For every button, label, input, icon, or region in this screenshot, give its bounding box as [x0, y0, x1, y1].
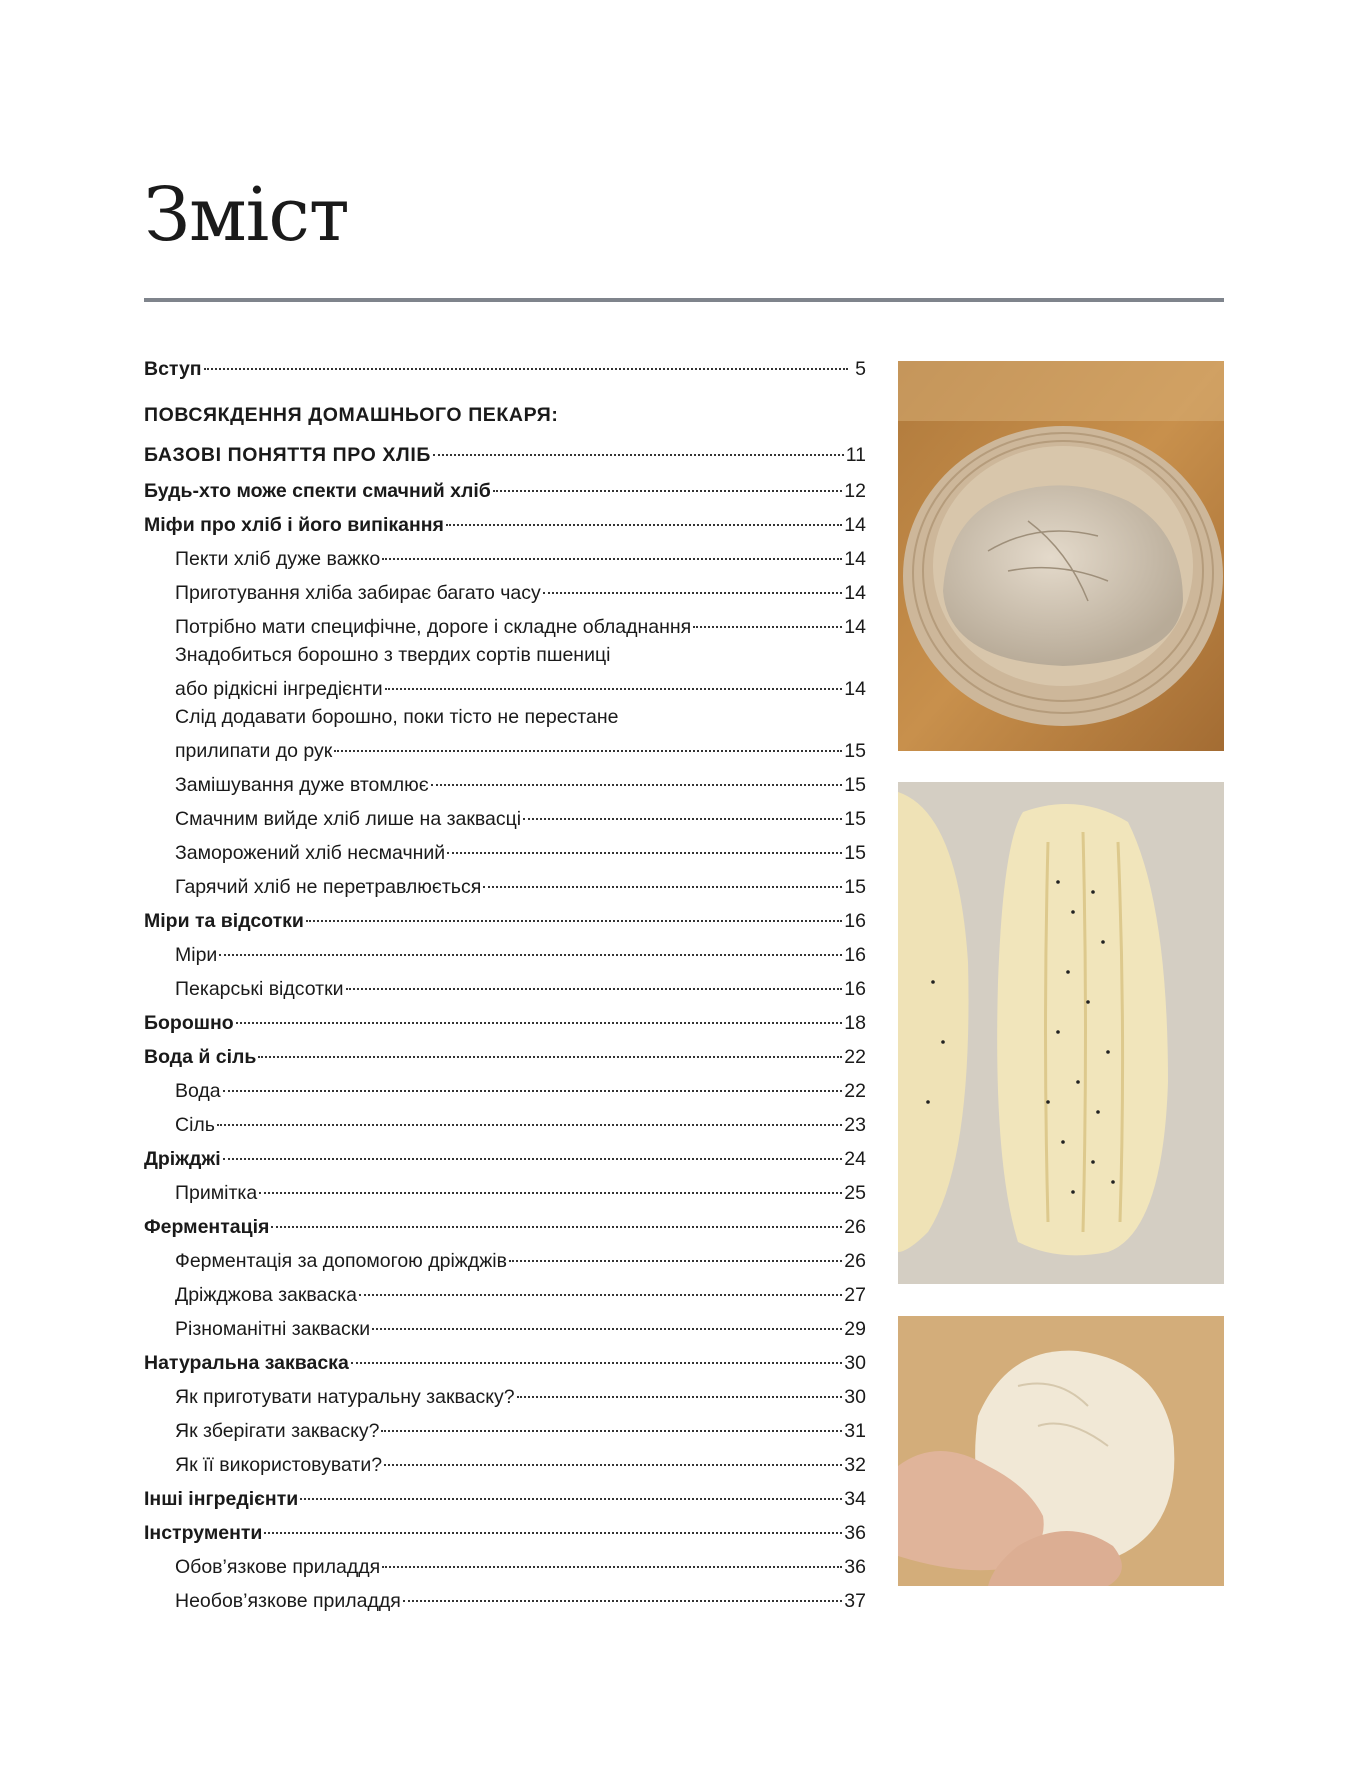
- dot-leader: [264, 1516, 842, 1539]
- toc-entry[interactable]: [144, 508, 866, 538]
- toc-entry-title: Заморожений хліб несмачний: [175, 842, 446, 865]
- toc-entry-title: БАЗОВІ ПОНЯТТЯ ПРО ХЛІБ: [144, 444, 431, 467]
- dot-leader: [223, 1142, 843, 1165]
- toc-entry[interactable]: [144, 836, 866, 866]
- toc-entry-page-number: 30: [844, 1352, 866, 1375]
- toc-entry[interactable]: [144, 1278, 866, 1308]
- toc-entry-page-number: 22: [844, 1046, 866, 1069]
- toc-entry-title: Приготування хліба забирає багато часу: [175, 582, 541, 605]
- dough-in-basket-photo: [898, 361, 1224, 751]
- toc-entry-page-number: 15: [844, 808, 866, 831]
- dot-leader: [300, 1482, 842, 1505]
- toc-entry[interactable]: [144, 1380, 866, 1410]
- toc-entry-title: Борошно: [144, 1012, 234, 1035]
- toc-entry-title: Натуральна закваска: [144, 1352, 349, 1375]
- toc-entry-title: або рідкісні інгредієнти: [175, 678, 383, 701]
- toc-entry[interactable]: [144, 438, 866, 468]
- toc-entry[interactable]: [144, 474, 866, 504]
- toc-entry[interactable]: [144, 802, 866, 832]
- toc-entry[interactable]: [144, 1210, 866, 1240]
- toc-entry-title: Вода й сіль: [144, 1046, 257, 1069]
- toc-entry[interactable]: [144, 576, 866, 606]
- toc-entry-title: Різноманітні закваски: [175, 1318, 371, 1341]
- toc-entry-page-number: 27: [844, 1284, 866, 1307]
- dot-leader: [217, 1108, 842, 1131]
- dot-leader: [346, 972, 843, 995]
- toc-entry-title: Інструменти: [144, 1522, 263, 1545]
- toc-entry[interactable]: [144, 1414, 866, 1444]
- toc-entry-title: Гарячий хліб не перетравлюється: [175, 876, 482, 899]
- dot-leader: [483, 870, 842, 893]
- toc-entry[interactable]: [144, 352, 866, 382]
- toc-entry[interactable]: [144, 644, 866, 674]
- toc-entry-page-number: 16: [844, 944, 866, 967]
- toc-entry-page-number: 14: [844, 678, 866, 701]
- dot-leader: [446, 508, 842, 531]
- toc-entry-page-number: 26: [844, 1250, 866, 1273]
- dot-leader: [517, 1380, 843, 1403]
- dot-leader: [219, 938, 842, 961]
- toc-entry[interactable]: [144, 610, 866, 640]
- toc-entry-title: Міри та відсотки: [144, 910, 304, 933]
- toc-entry-title: Міри: [175, 944, 218, 967]
- toc-entry-page-number: 22: [844, 1080, 866, 1103]
- dot-leader: [493, 474, 842, 497]
- dot-leader: [385, 672, 843, 695]
- toc-entry-page-number: 14: [844, 548, 866, 571]
- toc-entry[interactable]: [144, 706, 866, 736]
- toc-entry[interactable]: [144, 972, 866, 1002]
- toc-entry-title: Інші інгредієнти: [144, 1488, 299, 1511]
- toc-entry[interactable]: [144, 938, 866, 968]
- toc-entry-page-number: 36: [844, 1522, 866, 1545]
- toc-entry-title: Сіль: [175, 1114, 215, 1137]
- toc-entry-page-number: 15: [844, 876, 866, 899]
- toc-entry[interactable]: [144, 1040, 866, 1070]
- toc-entry-title: Як приготувати натуральну закваску?: [175, 1386, 515, 1409]
- toc-entry-title: Як її використовувати?: [175, 1454, 383, 1477]
- dot-leader: [384, 1448, 842, 1471]
- toc-entry[interactable]: [144, 1074, 866, 1104]
- toc-entry[interactable]: [144, 1584, 866, 1614]
- dot-leader: [258, 1040, 842, 1063]
- toc-entry-title: Вступ: [144, 358, 202, 381]
- toc-entry-title: Пекарські відсотки: [175, 978, 344, 1001]
- flatbread-dough-photo: [898, 782, 1224, 1284]
- dot-leader: [223, 1074, 843, 1097]
- toc-entry-title: Вода: [175, 1080, 221, 1103]
- toc-entry-page-number: 32: [844, 1454, 866, 1477]
- toc-entry-page-number: 23: [844, 1114, 866, 1137]
- toc-entry-page-number: 25: [844, 1182, 866, 1205]
- toc-entry-page-number: 16: [844, 978, 866, 1001]
- dot-leader: [447, 836, 842, 859]
- toc-entry-page-number: 12: [844, 480, 866, 503]
- dot-leader: [204, 352, 848, 375]
- toc-entry-page-number: 15: [844, 842, 866, 865]
- dot-leader: [372, 1312, 842, 1335]
- toc-entry-page-number: 15: [844, 740, 866, 763]
- toc-entry-page-number: 14: [844, 582, 866, 605]
- toc-entry-title: Примітка: [175, 1182, 258, 1205]
- dot-leader: [271, 1210, 842, 1233]
- title-divider: [144, 298, 1224, 302]
- toc-entry[interactable]: [144, 734, 866, 764]
- dot-leader: [431, 768, 843, 791]
- toc-entry[interactable]: [144, 768, 866, 798]
- toc-entry[interactable]: [144, 870, 866, 900]
- toc-entry-title: Знадобиться борошно з твердих сортів пшениці: [175, 644, 611, 666]
- toc-entry[interactable]: [144, 1448, 866, 1478]
- toc-entry-title: ПОВСЯКДЕННЯ ДОМАШНЬОГО ПЕКАРЯ:: [144, 404, 559, 426]
- toc-entry-title: Необов’язкове приладдя: [175, 1590, 401, 1613]
- toc-entry-page-number: 24: [844, 1148, 866, 1171]
- toc-entry-title: Смачним вийде хліб лише на заквасці: [175, 808, 522, 831]
- toc-entry-title: Обов’язкове приладдя: [175, 1556, 381, 1579]
- toc-entry-title: прилипати до рук: [175, 740, 333, 763]
- dot-leader: [334, 734, 842, 757]
- toc-entry[interactable]: [144, 1482, 866, 1512]
- dot-leader: [381, 1414, 842, 1437]
- toc-entry-page-number: 36: [844, 1556, 866, 1579]
- dot-leader: [351, 1346, 843, 1369]
- toc-entry-page-number: 29: [844, 1318, 866, 1341]
- toc-entry-page-number: 14: [844, 514, 866, 537]
- toc-entry[interactable]: [144, 1176, 866, 1206]
- dot-leader: [433, 438, 844, 461]
- toc-entry-page-number: 34: [844, 1488, 866, 1511]
- toc-entry-title: Ферментація: [144, 1216, 270, 1239]
- kneading-dough-photo: [898, 1316, 1224, 1586]
- toc-entry-page-number: 30: [844, 1386, 866, 1409]
- dot-leader: [259, 1176, 842, 1199]
- toc-entry[interactable]: [144, 672, 866, 702]
- toc-entry-title: Потрібно мати специфічне, дороге і складне обладнання: [175, 616, 692, 639]
- toc-entry-title: Ферментація за допомогою дріжджів: [175, 1250, 507, 1273]
- toc-entry-page-number: 37: [844, 1590, 866, 1613]
- dot-leader: [382, 1550, 842, 1573]
- toc-entry-page-number: 5: [855, 358, 866, 381]
- toc-entry-title: Дріжджова закваска: [175, 1284, 357, 1307]
- dot-leader: [306, 904, 842, 927]
- dot-leader: [382, 542, 842, 565]
- toc-entry-page-number: 26: [844, 1216, 866, 1239]
- toc-entry[interactable]: [144, 404, 866, 434]
- toc-entry-title: Міфи про хліб і його випікання: [144, 514, 444, 537]
- dot-leader: [543, 576, 843, 599]
- toc-entry[interactable]: [144, 1244, 866, 1274]
- toc-entry[interactable]: [144, 1516, 866, 1546]
- toc-entry-page-number: 18: [844, 1012, 866, 1035]
- toc-entry-page-number: 15: [844, 774, 866, 797]
- dot-leader: [693, 610, 842, 633]
- toc-entry-page-number: 11: [845, 444, 866, 467]
- toc-entry-page-number: 14: [844, 616, 866, 639]
- toc-entry-title: Будь-хто може спекти смачний хліб: [144, 480, 491, 503]
- dot-leader: [523, 802, 842, 825]
- toc-entry-title: Замішування дуже втомлює: [175, 774, 429, 797]
- toc-entry-title: Як зберігати закваску?: [175, 1420, 380, 1443]
- dot-leader: [509, 1244, 842, 1267]
- toc-entry-title: Дріжджі: [144, 1148, 221, 1171]
- dot-leader: [403, 1584, 842, 1607]
- toc-entry[interactable]: [144, 904, 866, 934]
- toc-entry-page-number: 16: [844, 910, 866, 933]
- toc-entry-title: Слід додавати борошно, поки тісто не перестане: [175, 706, 619, 728]
- toc-entry[interactable]: [144, 1550, 866, 1580]
- toc-entry[interactable]: [144, 1108, 866, 1138]
- toc-entry[interactable]: [144, 542, 866, 572]
- toc-entry[interactable]: [144, 1006, 866, 1036]
- toc-entry-title: Пекти хліб дуже важко: [175, 548, 381, 571]
- toc-entry-page-number: 31: [844, 1420, 866, 1443]
- toc-entry[interactable]: [144, 1142, 866, 1172]
- toc-entry[interactable]: [144, 1346, 866, 1376]
- toc-entry[interactable]: [144, 1312, 866, 1342]
- dot-leader: [359, 1278, 842, 1301]
- page-title: Зміст: [144, 172, 349, 258]
- dot-leader: [236, 1006, 843, 1029]
